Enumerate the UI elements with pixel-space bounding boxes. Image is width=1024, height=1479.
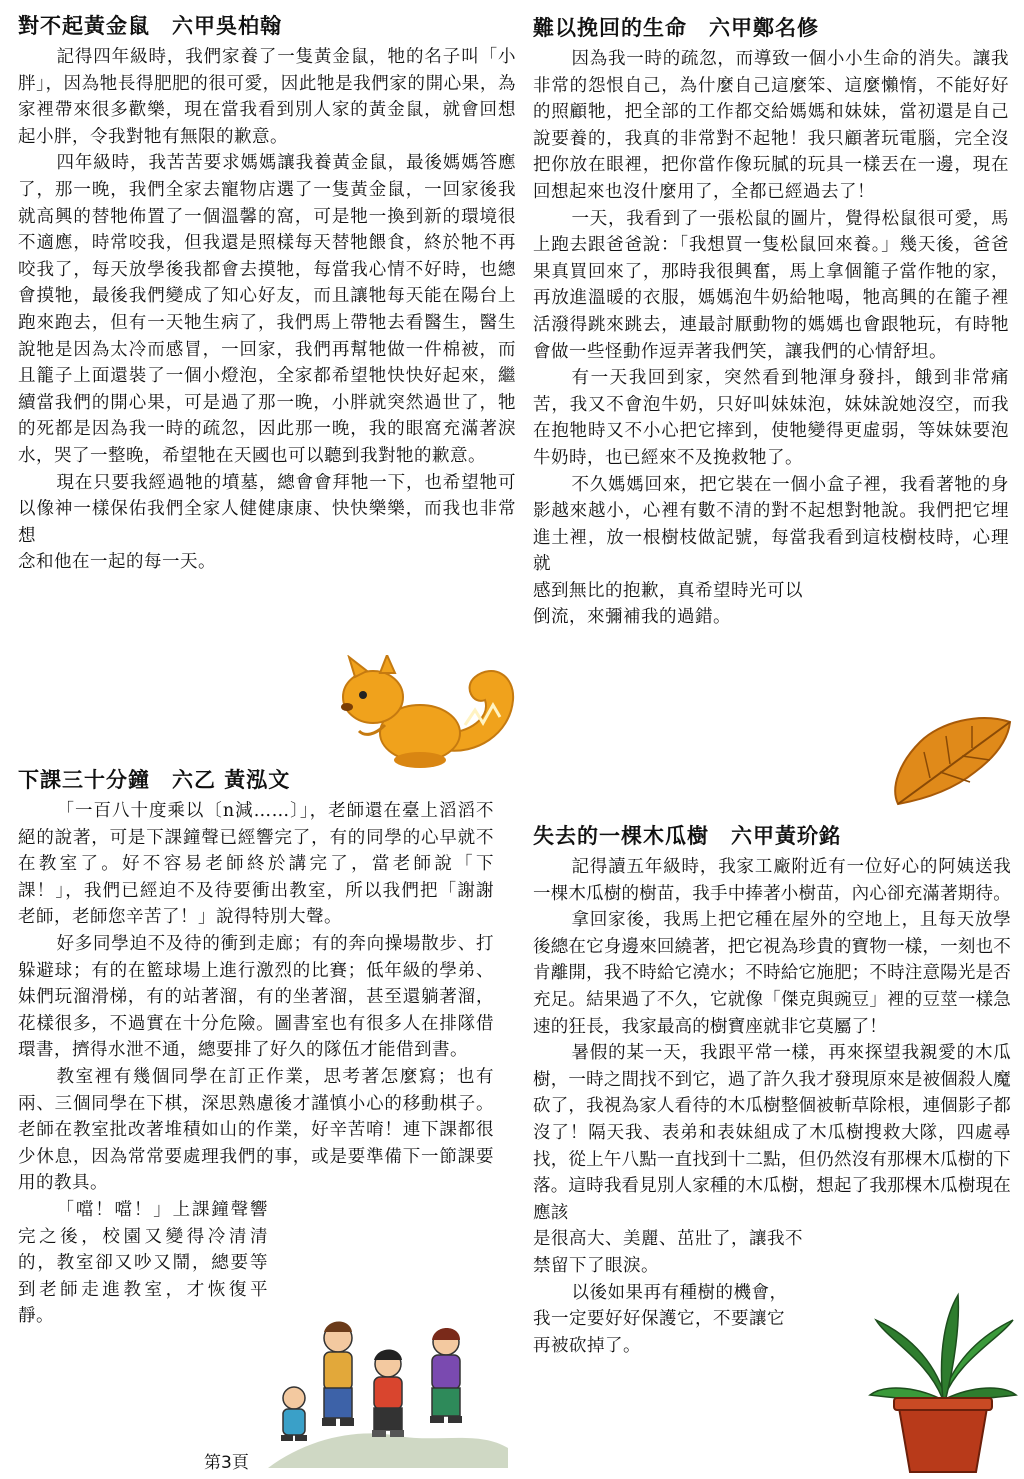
article-paragraph: 再被砍掉了。 [533, 1335, 641, 1356]
article-paragraph: 不久媽媽回來，把它裝在一個小盒子裡，我看著牠的身影越來越小，心裡有數不清的對不起想對牠說。我們把它埋進土裡，放一根樹枝做記號，每當我看到這枝樹枝時，心理就 [533, 474, 1009, 575]
article-paragraph: 禁留下了眼淚。 [533, 1255, 659, 1276]
article-hamster [18, 10, 516, 576]
article-paragraph: 以後如果再有種樹的機會， [571, 1282, 788, 1303]
article-paragraph: 念和他在一起的每一天。 [18, 552, 216, 573]
squirrel-illustration [325, 655, 520, 775]
article-recess [18, 764, 494, 1330]
article-paragraph: 「一百八十度乘以〔n減……〕」，老師還在臺上滔滔不絕的說著，可是下課鐘聲已經響完了，有的同學的心早就不在教室了。好不容易老師終於講完了，當老師說「下課！」，我們已經迫不及待要衝出教室，所以我們把「謝謝老師，老師您辛苦了！」說得特別大聲。 [18, 801, 494, 928]
article-paragraph: 一天，我看到了一張松鼠的圖片，覺得松鼠很可愛，馬上跑去跟爸爸說：「我想買一隻松鼠回來養。」幾天後，爸爸果真買回來了，那時我很興奮，馬上拿個籠子當作牠的家，再放進溫暖的衣服，媽媽泡牛奶給牠喝，牠高興的在籠子裡活潑得跳來跳去，連最討厭動物的媽媽也會跟牠玩，有時牠會做一些怪動作逗弄著我們笑，讓我們的心情舒坦。 [533, 208, 1009, 362]
article-paragraph: 有一天我回到家，突然看到牠渾身發抖，餓到非常痛苦，我又不會泡牛奶，只好叫妹妹泡，妹妹說她沒空，而我在抱牠時又不小心把它摔到，使牠變得更虛弱，等妹妹要泡牛奶時，也已經來不及挽救牠了。 [533, 368, 1009, 468]
article-paragraph: 我一定要好好保護它，不要讓它 [533, 1309, 785, 1330]
article-papaya [533, 820, 1011, 1359]
article-paragraph: 倒流，來彌補我的過錯。 [533, 607, 731, 628]
article-paragraph: 因為我一時的疏忽，而導致一個小小生命的消失。讓我非常的怨恨自己，為什麼自己這麼笨、這麼懶惰，不能好好的照顧牠，把全部的工作都交給媽媽和妹妹，當初還是自己說要養的，我真的非常對不起牠！我只顧著玩電腦，完全沒把你放在眼裡，把你當作像玩膩的玩具一樣丟在一邊，現在回想起來也沒什麼用了，全都已經過去了！ [533, 49, 1009, 202]
article-paragraph: 感到無比的抱歉，真希望時光可以 [533, 580, 803, 601]
article-title: 對不起黃金鼠 六甲吳柏翰 [18, 14, 282, 38]
article-paragraph: 暑假的某一天，我跟平常一樣，再來探望我親愛的木瓜樹，一時之間找不到它，過了許久我才發現原來是被個殺人魔砍了，我視為家人看待的木瓜樹整個被斬草除根，連個影子都沒了！隔天我、表弟和表妹組成了木瓜樹搜救大隊，四處尋找，從上午八點一直找到十二點，但仍然沒有那棵木瓜樹的下落。這時我看見別人家種的木瓜樹，想起了我那棵木瓜樹現在應該 [533, 1043, 1011, 1223]
article-paragraph: 拿回家後，我馬上把它種在屋外的空地上，且每天放學後總在它身邊來回繞著，把它視為珍貴的寶物一樣，一刻也不肯離開，我不時給它澆水；不時給它施肥；不時注意陽光是否充足。結果過了不久，它就像「傑克與豌豆」裡的豆莖一樣急速的狂長，我家最高的樹寶座就非它莫屬了！ [533, 910, 1011, 1037]
article-paragraph: 記得四年級時，我們家養了一隻黃金鼠，牠的名子叫「小胖」，因為牠長得肥肥的很可愛，因此牠是我們家的開心果，為家裡帶來很多歡樂，現在當我看到別人家的黃金鼠，就會回想起小胖，令我對牠有無限的歉意。 [18, 47, 516, 147]
potted-plant-illustration [868, 1290, 1018, 1475]
article-paragraph: 記得讀五年級時，我家工廠附近有一位好心的阿姨送我一棵木瓜樹的樹苗，我手中捧著小樹苗，內心卻充滿著期待。 [533, 857, 1011, 904]
article-title: 難以挽回的生命 六甲鄭名修 [533, 16, 819, 40]
article-paragraph: 好多同學迫不及待的衝到走廊；有的奔向操場散步、打躲避球；有的在籃球場上進行激烈的比賽；低年級的學弟、妹們玩溜滑梯，有的站著溜，有的坐著溜，甚至還躺著溜，花樣很多，不過實在十分危險。圖書室也有很多人在排隊借環書，擠得水泄不通，總要排了好久的隊伍才能借到書。 [18, 933, 494, 1061]
autumn-leaf-illustration [880, 712, 1020, 812]
article-paragraph: 是很高大、美麗、茁壯了，讓我不 [533, 1229, 803, 1250]
article-title: 下課三十分鐘 六乙 黃泓文 [18, 768, 291, 792]
kids-skating-illustration [268, 1318, 508, 1468]
article-paragraph: 四年級時，我苦苦要求媽媽讓我養黃金鼠，最後媽媽答應了，那一晚，我們全家去寵物店選了一隻黃金鼠，一回家後我就高興的替牠佈置了一個溫馨的窩，可是牠一換到新的環境很不適應，時常咬我，但我還是照樣每天替牠餵食，終於牠不再咬我了，每天放學後我都會去摸牠，每當我心情不好時，也總會摸牠，最後我們變成了知心好友，而且讓牠每天能在陽台上跑來跑去，但有一天牠生病了，我們馬上帶牠去看醫生，醫生說牠是因為太冷而感冒，一回家，我們再幫牠做一件棉被，而且籠子上面還裝了一個小燈泡，全家都希望牠快快好起來，繼續當我們的開心果，可是過了那一晚，小胖就突然過世了，牠的死都是因為我一時的疏忽，因此那一晚，我的眼窩充滿著淚水，哭了一整晚，希望牠在天國也可以聽到我對牠的歉意。 [18, 153, 516, 466]
article-squirrel [533, 12, 1009, 631]
article-paragraph: 「噹！噹！」上課鐘聲響完之後，校園又變得冷清清的，教室卻又吵又鬧，總要等到老師走進教室，才恢復平靜。 [18, 1199, 268, 1327]
article-paragraph: 現在只要我經過牠的墳墓，總會會拜牠一下，也希望牠可以像神一樣保佑我們全家人健健康康、快快樂樂，而我也非常想 [18, 472, 516, 546]
article-title: 失去的一棵木瓜樹 六甲黃玠銘 [533, 824, 841, 848]
page-number: 第3頁 [204, 1453, 249, 1473]
article-paragraph: 教室裡有幾個同學在訂正作業，思考著怎麼寫；也有兩、三個同學在下棋，深思熟慮後才謹慎小心的移動棋子。老師在教室批改著堆積如山的作業，好辛苦唷！連下課都很少休息，因為常常要處理我們的事，或是要準備下一節課要用的教具。 [18, 1066, 494, 1194]
